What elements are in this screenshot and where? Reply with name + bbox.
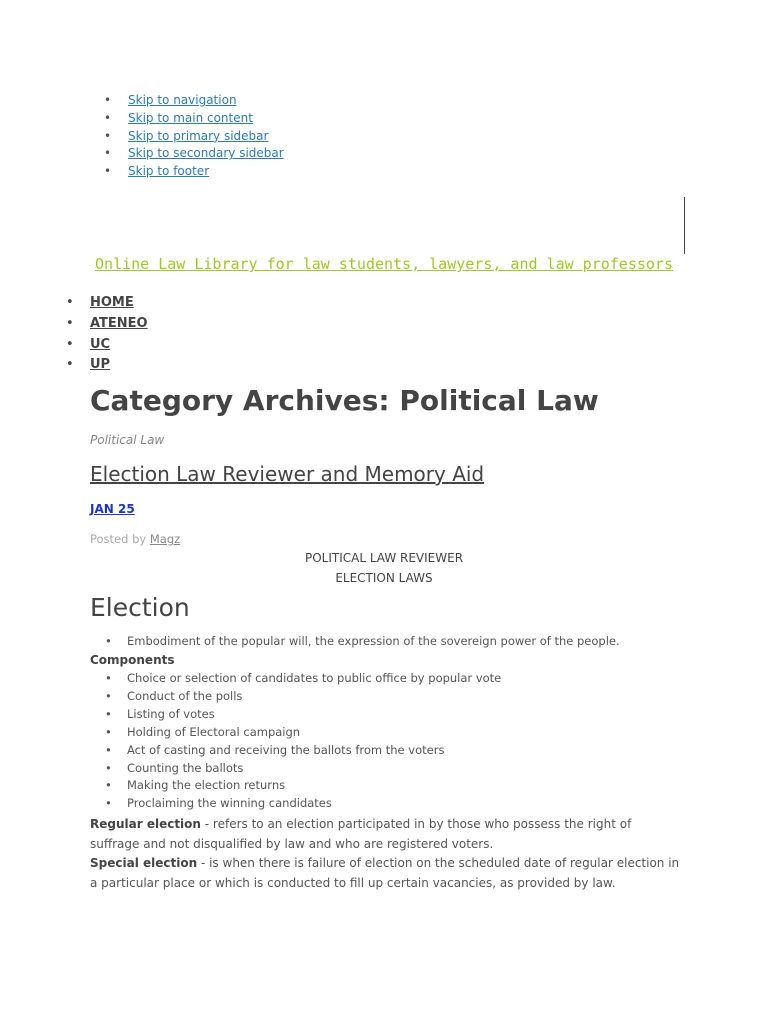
list-item: • Choice or selection of candidates to public office by popular vote bbox=[90, 670, 501, 688]
list-item: • Making the election returns bbox=[90, 777, 501, 795]
list-item: • Proclaiming the winning candidates bbox=[90, 795, 501, 813]
site-tagline-link[interactable]: Online Law Library for law students, lawyers, and law professors bbox=[95, 255, 673, 273]
regular-election-term: Regular election bbox=[90, 817, 201, 831]
nav-item-up bbox=[60, 355, 148, 376]
list-item: • Listing of votes bbox=[90, 706, 501, 724]
post-title-link[interactable]: Election Law Reviewer and Memory Aid bbox=[90, 462, 485, 486]
vertical-divider bbox=[684, 197, 685, 254]
archive-description: Political Law bbox=[90, 433, 165, 447]
main-navigation bbox=[60, 293, 148, 376]
skip-to-secondary-sidebar-link[interactable]: Skip to secondary sidebar bbox=[128, 146, 284, 161]
skip-link-item bbox=[108, 163, 284, 181]
nav-link-home[interactable]: HOME bbox=[90, 295, 134, 310]
election-laws-heading: ELECTION LAWS bbox=[335, 571, 433, 585]
list-item: • Embodiment of the popular will, the expression of the sovereign power of the people. bbox=[90, 633, 620, 651]
skip-links bbox=[108, 92, 284, 181]
nav-item-home bbox=[60, 293, 148, 314]
post-byline bbox=[90, 532, 180, 546]
special-election-paragraph bbox=[90, 854, 680, 893]
skip-link-item bbox=[108, 110, 284, 128]
skip-to-main-content-link[interactable]: Skip to main content bbox=[128, 110, 253, 125]
archive-title: Category Archives: Political Law bbox=[90, 384, 599, 417]
definition-list bbox=[90, 633, 620, 651]
skip-to-primary-sidebar-link[interactable]: Skip to primary sidebar bbox=[128, 128, 269, 143]
list-item: • Act of casting and receiving the ballots from the voters bbox=[90, 742, 501, 760]
components-list bbox=[90, 670, 501, 813]
special-election-text: - is when there is failure of election on the scheduled date of regular election in a particular place or which is conducted to fill up certain vacancies, as provided by law. bbox=[90, 856, 680, 890]
post-title bbox=[90, 462, 484, 486]
list-item: • Counting the ballots bbox=[90, 760, 501, 778]
nav-item-uc bbox=[60, 335, 148, 356]
section-heading-election: Election bbox=[90, 593, 190, 622]
regular-election-paragraph bbox=[90, 815, 680, 854]
posted-by-label: Posted by bbox=[90, 532, 147, 546]
skip-link-item bbox=[108, 145, 284, 163]
skip-link-item bbox=[108, 92, 284, 110]
list-item: • Conduct of the polls bbox=[90, 688, 501, 706]
nav-link-uc[interactable]: UC bbox=[90, 336, 111, 352]
author-link[interactable]: Magz bbox=[149, 532, 181, 546]
nav-link-up[interactable]: UP bbox=[90, 357, 111, 373]
nav-item-ateneo bbox=[60, 314, 148, 335]
components-label: Components bbox=[90, 653, 175, 667]
skip-to-navigation-link[interactable]: Skip to navigation bbox=[128, 93, 237, 107]
post-date-link[interactable]: JAN 25 bbox=[90, 502, 135, 516]
regular-election-text: - refers to an election participated in by those who possess the right of suffrage and not disqualified by law and who are registered voters. bbox=[90, 817, 632, 851]
reviewer-heading: POLITICAL LAW REVIEWER bbox=[304, 551, 464, 565]
skip-to-footer-link[interactable]: Skip to footer bbox=[128, 164, 210, 179]
post-date bbox=[90, 502, 135, 516]
list-item: • Holding of Electoral campaign bbox=[90, 724, 501, 742]
skip-link-item bbox=[108, 128, 284, 146]
nav-link-ateneo[interactable]: ATENEO bbox=[90, 315, 148, 331]
special-election-term: Special election bbox=[90, 856, 198, 870]
